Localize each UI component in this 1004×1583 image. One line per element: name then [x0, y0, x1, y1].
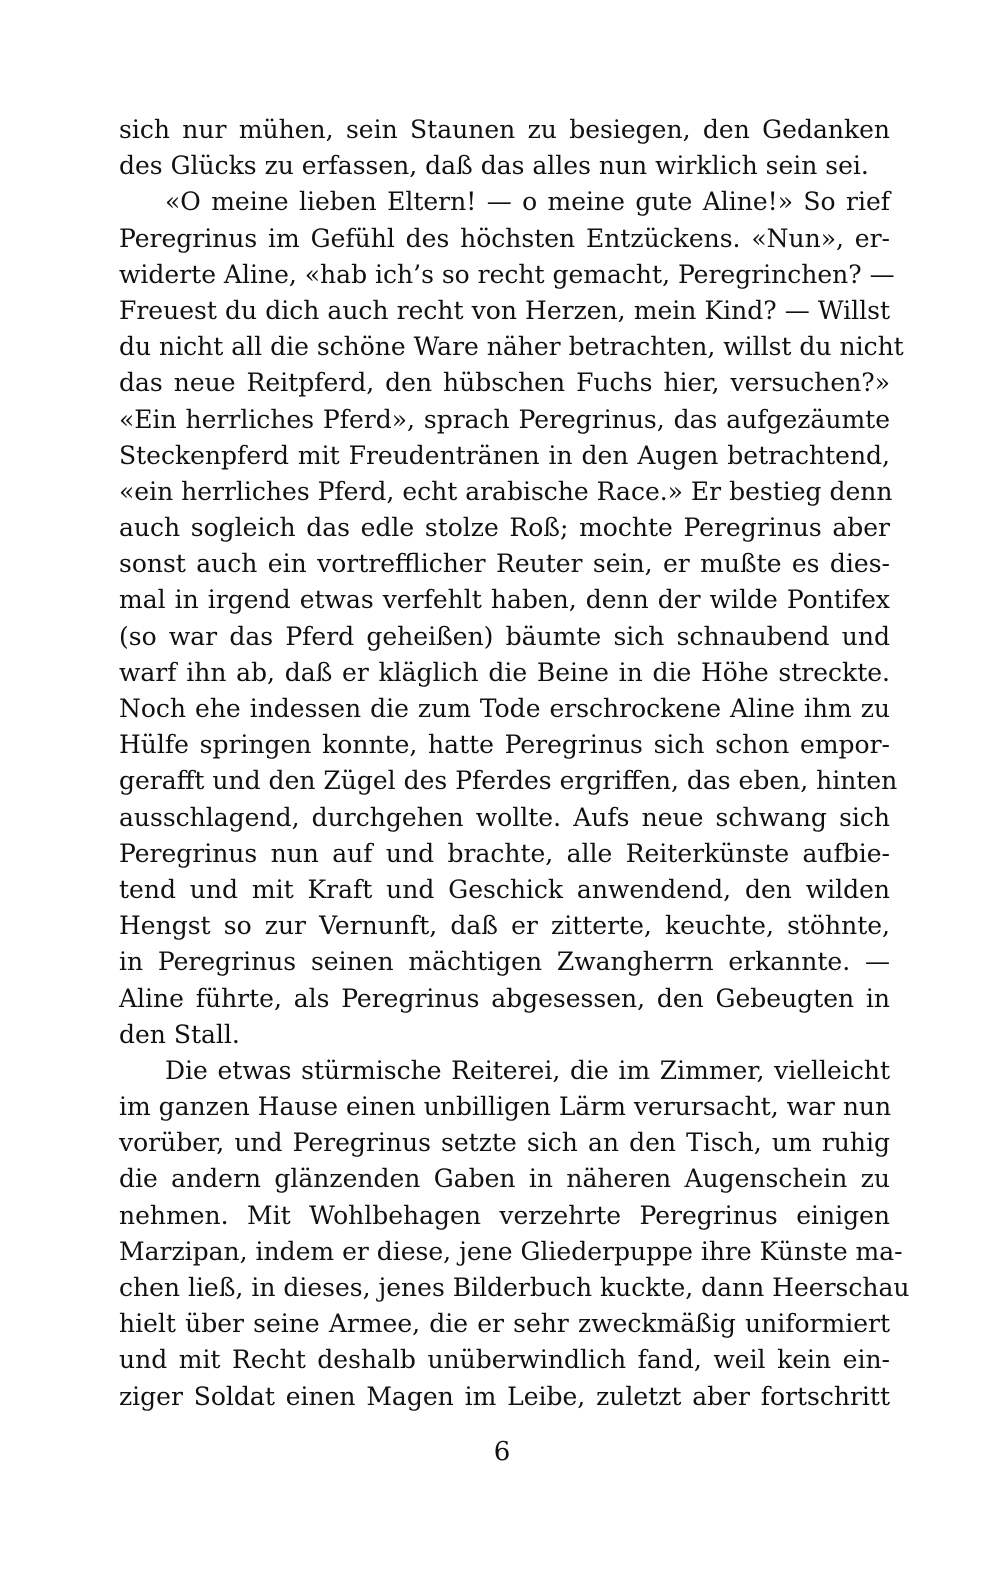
text-line: Die etwas stürmische Reiterei, die im Zimmer, vielleicht	[165, 1055, 890, 1085]
text-line: in Peregrinus seinen mächtigen Zwangherrn erkannte. —	[119, 947, 890, 977]
text-line: den Stall.	[119, 1019, 240, 1049]
paragraph-1	[119, 112, 890, 184]
paragraph-3	[119, 1053, 910, 1415]
text-line: Freuest du dich auch recht von Herzen, mein Kind? — Willst	[119, 295, 890, 325]
text-line: sonst auch ein vortrefflicher Reuter sein, er mußte es dies-	[119, 549, 890, 579]
text-line: sich nur mühen, sein Staunen zu besiegen, den Gedanken	[119, 115, 890, 144]
text-line: ziger Soldat einen Magen im Leibe, zuletzt aber fortschritt	[119, 1381, 890, 1411]
text-line: «ein herrliches Pferd, echt arabische Race.» Er bestieg denn	[119, 476, 893, 506]
text-line: Marzipan, indem er diese, jene Gliederpuppe ihre Künste ma-	[119, 1236, 903, 1266]
text-line: des Glücks zu erfassen, daß das alles nun wirklich sein sei.	[119, 151, 869, 181]
text-line: Noch ehe indessen die zum Tode erschrockene Aline ihm zu	[119, 694, 890, 723]
page-number: 6	[493, 1437, 511, 1467]
text-line: im ganzen Hause einen unbilligen Lärm verursacht, war nun	[119, 1092, 892, 1122]
text-line: ausschlagend, durchgehen wollte. Aufs neue schwang sich	[119, 802, 890, 832]
text-line: widerte Aline, «hab ich’s so recht gemacht, Peregrinchen? —	[119, 259, 895, 289]
text-line: Hengst so zur Vernunft, daß er zitterte, keuchte, stöhnte,	[119, 911, 890, 941]
book-page-text	[119, 112, 910, 1415]
text-line: und mit Recht deshalb unüberwindlich fand, weil kein ein-	[119, 1345, 890, 1375]
text-line: chen ließ, in dieses, jenes Bilderbuch kuckte, dann Heerschau	[119, 1273, 910, 1302]
text-line: gerafft und den Zügel des Pferdes ergriffen, das eben, hinten	[119, 766, 898, 796]
text-line: Aline führte, als Peregrinus abgesessen, den Gebeugten in	[119, 983, 890, 1013]
text-line: das neue Reitpferd, den hübschen Fuchs hier, versuchen?»	[119, 368, 890, 398]
text-line: Peregrinus im Gefühl des höchsten Entzückens. «Nun», er-	[119, 223, 890, 253]
text-line: Hülfe springen konnte, hatte Peregrinus sich schon empor-	[119, 730, 890, 760]
text-line: (so war das Pferd geheißen) bäumte sich schnaubend und	[119, 621, 890, 651]
text-line: vorüber, und Peregrinus setzte sich an den Tisch, um ruhig	[119, 1128, 890, 1158]
text-line: hielt über seine Armee, die er sehr zweckmäßig uniformiert	[119, 1309, 890, 1339]
text-line: mal in irgend etwas verfehlt haben, denn der wilde Pontifex	[119, 585, 890, 615]
text-line: du nicht all die schöne Ware näher betrachten, willst du nicht	[119, 332, 904, 362]
text-line: Peregrinus nun auf und brachte, alle Reiterkünste aufbie-	[119, 838, 890, 868]
text-line: nehmen. Mit Wohlbehagen verzehrte Peregrinus einigen	[119, 1200, 890, 1230]
text-line: die andern glänzenden Gaben in näheren Augenschein zu	[119, 1164, 890, 1194]
text-line: auch sogleich das edle stolze Roß; mochte Peregrinus aber	[119, 513, 890, 543]
text-line: «O meine lieben Eltern! — o meine gute Aline!» So rief	[165, 187, 890, 217]
text-line: Steckenpferd mit Freudentränen in den Augen betrachtend,	[119, 440, 890, 470]
text-line: «Ein herrliches Pferd», sprach Peregrinus, das aufgezäumte	[119, 404, 890, 434]
text-line: warf ihn ab, daß er kläglich die Beine in die Höhe streckte.	[119, 657, 890, 687]
text-line: tend und mit Kraft und Geschick anwendend, den wilden	[119, 874, 890, 904]
paragraph-2	[119, 184, 904, 1053]
